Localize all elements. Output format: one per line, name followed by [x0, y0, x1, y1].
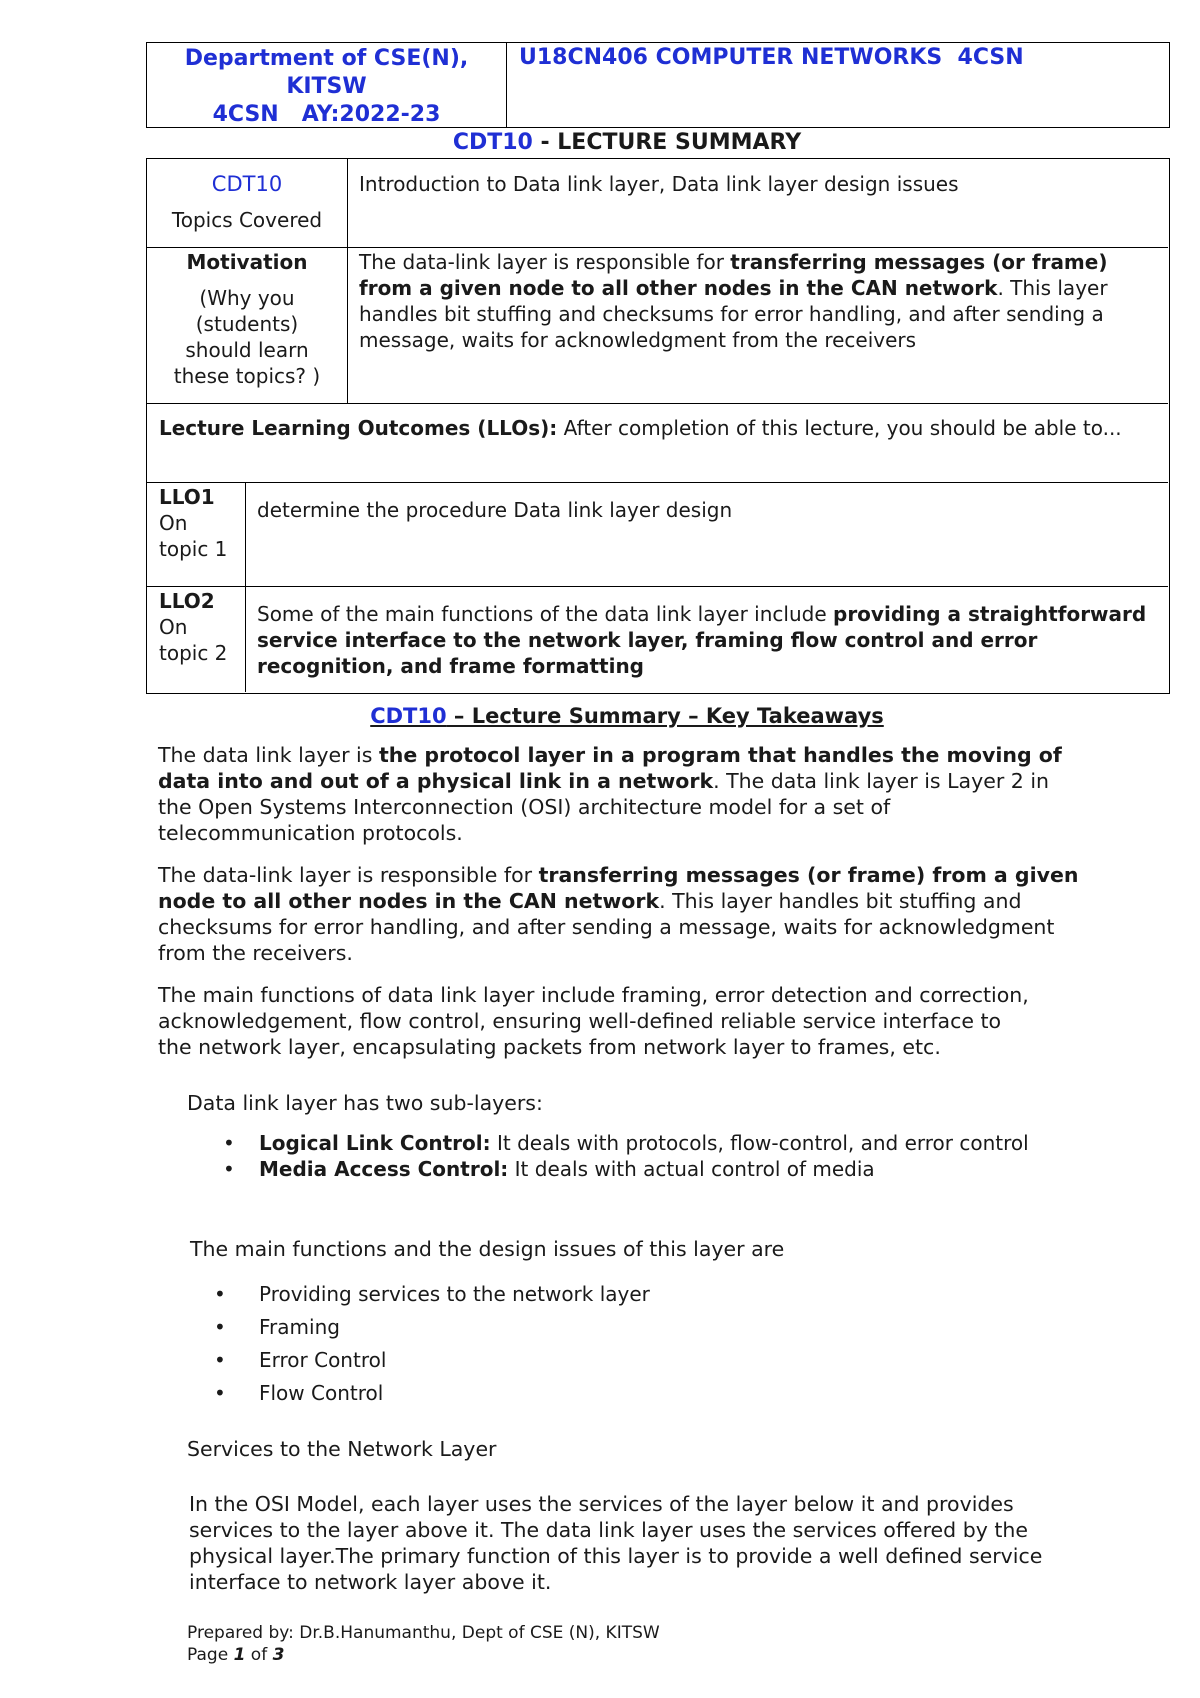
column-divider: [347, 159, 348, 403]
paragraph-1-part: . The data link layer is Layer 2 in the Open Systems Interconnection (OSI) architecture model for a set of telecommunication protocols.: [158, 769, 1050, 845]
department-block: [147, 43, 507, 127]
page-current: 1: [233, 1645, 246, 1665]
motivation-title: Motivation: [186, 250, 308, 274]
llo-intro: [159, 415, 1159, 441]
paragraph-3: The main functions of data link layer include framing, error detection and correction, acknowledgement, flow control, ensuring well-defined reliable service interface to the network layer, encapsulating packets from network layer to frames, etc.: [158, 983, 1029, 1059]
llo2-subtitle: On topic 2: [159, 615, 228, 665]
department-line-1: Department of CSE(N),: [184, 46, 469, 71]
summary-title: [0, 130, 1200, 155]
row-divider: [147, 247, 1168, 248]
services-text: In the OSI Model, each layer uses the services of the layer below it and provides services to the layer above it. The data link layer uses the services offered by the physical layer.The primary function of this layer is to provide a well defined service interface to network layer above it.: [189, 1492, 1043, 1594]
llo2-text-bold: providing a straightforward service interface to the network layer, framing flow control and error recognition, and frame formatting: [257, 602, 1147, 678]
function-item-text: Framing: [259, 1315, 340, 1339]
llo2-label-cell: [159, 588, 239, 666]
paragraph-2: [158, 862, 1083, 966]
paragraph-2-bold: transferring messages (or frame) from a given node to all other nodes in the CAN network: [158, 863, 1079, 913]
llo2-text-part: Some of the main functions of the data link layer include: [257, 602, 833, 626]
sublayer-item-text: It deals with protocols, flow-control, and error control: [490, 1131, 1029, 1155]
function-item: [214, 1347, 650, 1380]
functions-intro: The main functions and the design issues of this layer are: [190, 1237, 785, 1261]
sublayer-item-text: It deals with actual control of media: [508, 1157, 875, 1181]
function-item: [214, 1281, 650, 1314]
paragraph-1: [158, 742, 1083, 846]
sublayer-item-title: Logical Link Control:: [259, 1131, 491, 1155]
llo2-label: LLO2: [159, 589, 215, 613]
column-divider: [245, 482, 246, 692]
motivation-text-part: The data-link layer is responsible for: [359, 250, 731, 274]
sublayer-item-title: Media Access Control:: [259, 1157, 509, 1181]
bullet-icon: •: [214, 1381, 226, 1405]
takeaways-heading-link[interactable]: [370, 704, 884, 728]
bullet-icon: •: [214, 1282, 226, 1306]
row-divider: [147, 482, 1168, 483]
course-title: U18CN406 COMPUTER NETWORKS 4CSN: [519, 45, 1024, 70]
llo-intro-label: Lecture Learning Outcomes (LLOs):: [159, 416, 558, 440]
row-divider: [147, 586, 1168, 587]
sublayers-intro: Data link layer has two sub-layers:: [187, 1091, 543, 1115]
paragraph-1-bold: the protocol layer in a program that handles the moving of data into and out of a physical link in a network: [158, 743, 1062, 793]
function-item: [214, 1314, 650, 1347]
function-item: [214, 1380, 650, 1413]
header-box: [146, 42, 1170, 128]
page-total: 3: [272, 1645, 285, 1665]
motivation-text-part: . This layer handles bit stuffing and checksums for error handling, and after sending a message, waits for acknowledgment from the receivers: [359, 276, 1108, 352]
llo2-text: [257, 601, 1162, 679]
page-number: [187, 1644, 660, 1666]
motivation-text-bold: transferring messages (or frame) from a given node to all other nodes in the CAN network: [359, 250, 1108, 300]
sublayer-list: [214, 1130, 1064, 1182]
sublayer-item: [214, 1130, 1064, 1156]
llo1-label-cell: [159, 484, 239, 562]
topics-text: Introduction to Data link layer, Data link layer design issues: [359, 172, 959, 196]
topics-label-cell: [147, 171, 347, 233]
function-item-text: Providing services to the network layer: [259, 1282, 650, 1306]
prepared-by: Prepared by: Dr.B.Hanumanthu, Dept of CSE (N), KITSW: [187, 1623, 660, 1643]
takeaways-code: CDT10: [370, 704, 447, 728]
motivation-subtitle: (Why you (students) should learn these topics? ): [173, 286, 321, 388]
motivation-label-cell: [147, 249, 347, 389]
takeaways-heading: [0, 704, 1200, 728]
paragraph-2-part: The data-link layer is responsible for: [158, 863, 539, 887]
footer: [187, 1622, 660, 1666]
bullet-icon: •: [223, 1157, 235, 1181]
llo1-subtitle: On topic 1: [159, 511, 228, 561]
takeaways-text: – Lecture Summary – Key Takeaways: [446, 704, 884, 728]
topics-label: Topics Covered: [171, 208, 323, 232]
topics-code: CDT10: [211, 172, 283, 196]
llo1-text: determine the procedure Data link layer design: [257, 498, 733, 522]
summary-table: [146, 158, 1170, 694]
page-word: Page: [187, 1645, 234, 1665]
function-item-text: Flow Control: [259, 1381, 384, 1405]
bullet-icon: •: [214, 1315, 226, 1339]
row-divider: [147, 403, 1168, 404]
motivation-text: [359, 249, 1159, 353]
sublayer-item: [214, 1156, 1064, 1182]
summary-title-text: - LECTURE SUMMARY: [532, 130, 802, 155]
function-item-text: Error Control: [259, 1348, 387, 1372]
paragraph-2-part: . This layer handles bit stuffing and checksums for error handling, and after sending a message, waits for acknowledgment from the receivers.: [158, 889, 1055, 965]
llo1-label: LLO1: [159, 485, 215, 509]
bullet-icon: •: [214, 1348, 226, 1372]
paragraph-1-part: The data link layer is: [158, 743, 379, 767]
department-line-2: KITSW: [286, 74, 367, 99]
bullet-icon: •: [223, 1131, 235, 1155]
services-heading: Services to the Network Layer: [187, 1437, 497, 1461]
department-line-3: 4CSN AY:2022-23: [212, 102, 441, 127]
page-of: of: [245, 1645, 273, 1665]
functions-list: [214, 1281, 650, 1413]
summary-title-code: CDT10: [452, 130, 533, 155]
llo-intro-text: After completion of this lecture, you should be able to...: [557, 416, 1122, 440]
